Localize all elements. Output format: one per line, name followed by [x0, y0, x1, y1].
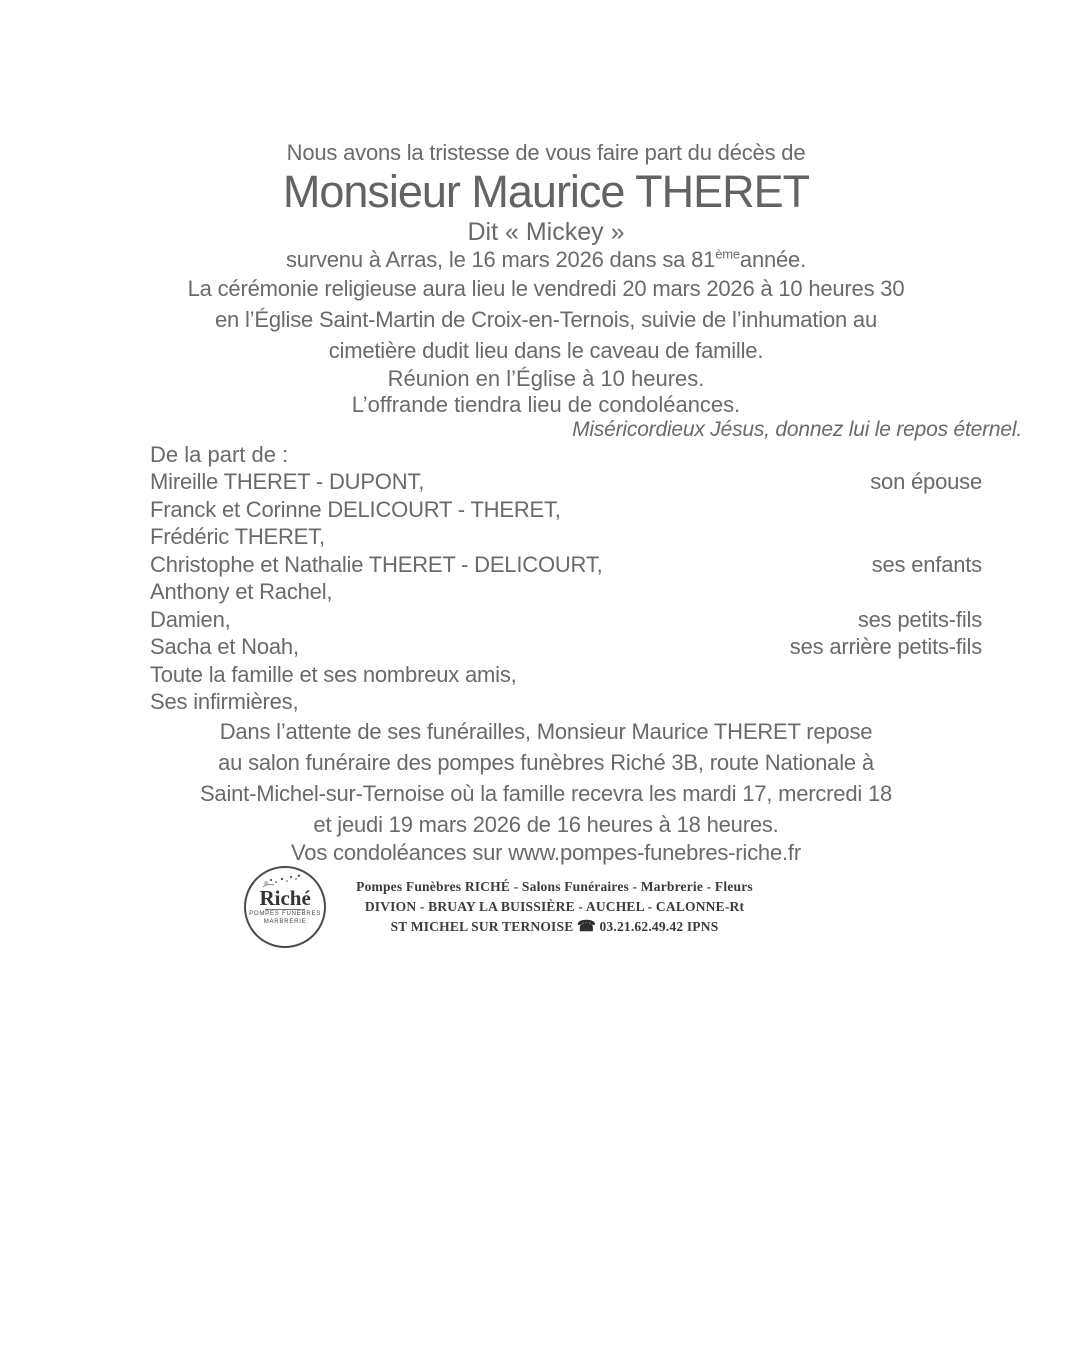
family-names: [150, 578, 332, 633]
funeral-home-city: ST MICHEL SUR TERNOISE: [390, 918, 574, 934]
logo-subtitle-pompes: POMPES FUNEBRES: [249, 911, 322, 917]
relation-label: ses petits-fils: [857, 606, 982, 632]
funeral-home-phone-number: 03.21.62.49.42 IPNS: [599, 918, 719, 934]
family-names: [150, 661, 517, 689]
family-name: Damien,: [150, 606, 231, 632]
family-names: [150, 496, 603, 579]
ceremony-line: en l’Église Saint-Martin de Croix-en-Ternois, suivie de l’inhumation au: [214, 307, 877, 332]
family-names: [150, 688, 298, 716]
family-name: Christophe et Nathalie THERET - DELICOURT,: [150, 551, 603, 577]
ceremony-line: cimetière dudit lieu dans le caveau de famille.: [328, 338, 764, 363]
intro-line: Nous avons la tristesse de vous faire part du décès de: [286, 140, 806, 165]
relation-label: ses enfants: [871, 551, 982, 577]
funeral-home-footer: [0, 866, 1092, 948]
nickname-line: Dit « Mickey »: [467, 218, 625, 246]
prayer-line: Miséricordieux Jésus, donnez lui le repos éternel.: [572, 418, 1022, 441]
family-name: Ses infirmières,: [150, 689, 299, 714]
condolences-line: Vos condoléances sur www.pompes-funebres-riche.fr: [291, 839, 801, 865]
from-label: De la part de :: [150, 442, 289, 467]
repose-line: Dans l’attente de ses funérailles, Monsieur Maurice THERET repose: [219, 718, 873, 744]
phone-icon: ☎: [577, 918, 596, 935]
funeral-home-line1: Pompes Funèbres RICHÉ - Salons Funéraires - Marbrerie - Fleurs: [356, 878, 753, 894]
family-row-grandsons: [150, 578, 982, 633]
deceased-name: Monsieur Maurice THERET: [282, 166, 810, 217]
death-details-prefix: survenu à Arras, le 16 mars 2026 dans sa 81: [285, 247, 716, 272]
reunion-line: Réunion en l’Église à 10 heures.: [387, 366, 705, 391]
death-details-line: [0, 247, 1092, 273]
logo-brand-text: Riché: [259, 886, 311, 910]
family-names: [150, 633, 299, 661]
family-row-friends: [150, 661, 982, 689]
family-row-great-grandsons: [150, 633, 982, 661]
family-name: Sacha et Noah,: [150, 634, 299, 659]
family-name: Anthony et Rachel,: [150, 579, 333, 604]
family-names: [150, 468, 424, 496]
funeral-home-line3: [356, 917, 753, 937]
riche-logo: [244, 866, 326, 948]
logo-subtitle-marbrerie: MARBRERIE: [263, 919, 307, 925]
family-row-children: [150, 496, 982, 579]
ceremony-paragraph: [0, 273, 1092, 366]
repose-paragraph: [0, 716, 1092, 840]
death-ordinal-superscript: ème: [715, 246, 740, 262]
repose-line: et jeudi 19 mars 2026 de 16 heures à 18 heures.: [313, 811, 779, 837]
family-row-nurses: [150, 688, 982, 716]
relation-label: ses arrière petits-fils: [789, 634, 982, 659]
sprig-decoration-icon: [260, 874, 302, 890]
family-name: Toute la famille et ses nombreux amis,: [150, 661, 517, 687]
funeral-home-info: [356, 877, 753, 937]
repose-line: Saint-Michel-sur-Ternoise où la famille recevra les mardi 17, mercredi 18: [199, 780, 893, 806]
family-name: Frédéric THERET,: [150, 524, 325, 549]
offering-line: L’offrande tiendra lieu de condoléances.: [351, 392, 741, 417]
relation-label: son épouse: [870, 469, 982, 494]
family-name: Mireille THERET - DUPONT,: [150, 469, 425, 494]
funeral-home-line2: DIVION - BRUAY LA BUISSIÈRE - AUCHEL - CALONNE-Rt: [364, 898, 745, 914]
ceremony-line: La cérémonie religieuse aura lieu le vendredi 20 mars 2026 à 10 heures 30: [187, 276, 905, 301]
repose-line: au salon funéraire des pompes funèbres Riché 3B, route Nationale à: [218, 749, 874, 775]
family-row-spouse: [150, 468, 982, 496]
family-name: Franck et Corinne DELICOURT - THERET,: [150, 496, 561, 522]
death-details-suffix: année.: [739, 247, 806, 272]
family-list: [0, 468, 1092, 716]
